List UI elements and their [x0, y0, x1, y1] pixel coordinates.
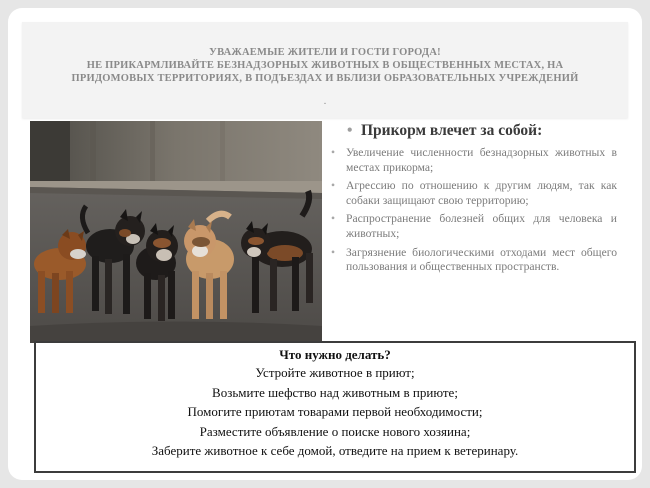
- what-to-do-box: [34, 341, 636, 473]
- consequences-title: • Прикорм влечет за собой:: [361, 122, 617, 140]
- todo-line: Заберите животное к себе домой, отведите на прием к ветеринару.: [151, 443, 519, 458]
- header-line-3: ПРИДОМОВЫХ ТЕРРИТОРИЯХ, В ПОДЪЕЗДАХ И ВБЛИЗИ ОБРАЗОВАТЕЛЬНЫХ УЧРЕЖДЕНИЙ: [71, 73, 579, 84]
- todo-line: Устройте животное в приют;: [255, 365, 415, 380]
- todo-line: Разместите объявление о поиске нового хозяина;: [199, 423, 471, 439]
- what-to-do-title: Что нужно делать?: [279, 347, 391, 362]
- header-banner: [22, 22, 628, 118]
- consequence-item: • Распространение болезней общих для человека и животных;: [331, 212, 617, 241]
- header-line-2: НЕ ПРИКАРМЛИВАЙТЕ БЕЗНАДЗОРНЫХ ЖИВОТНЫХ В ОБЩЕСТВЕННЫХ МЕСТАХ, НА: [86, 60, 564, 71]
- slide: [8, 8, 642, 480]
- consequence-item: • Увеличение численности безнадзорных животных в местах прикорма;: [331, 146, 617, 175]
- consequences-column: [331, 120, 617, 279]
- stray-dogs-photo: [30, 121, 322, 343]
- header-line-1: УВАЖАЕМЫЕ ЖИТЕЛИ И ГОСТИ ГОРОДА!: [209, 47, 441, 58]
- header-dot: .: [323, 96, 327, 107]
- consequences-list: [331, 146, 617, 275]
- todo-line: Возьмите шефство над животным в приюте;: [212, 384, 458, 400]
- consequence-item: • Загрязнение биологическими отходами мест общего пользования и общественных пространств.: [331, 246, 617, 275]
- todo-line: Помогите приютам товарами первой необходимости;: [187, 404, 483, 419]
- what-to-do-list: [36, 363, 634, 461]
- header-text: [22, 46, 628, 85]
- consequence-item: • Агрессию по отношению к другим людям, так как собаки защищают свою территорию;: [331, 179, 617, 208]
